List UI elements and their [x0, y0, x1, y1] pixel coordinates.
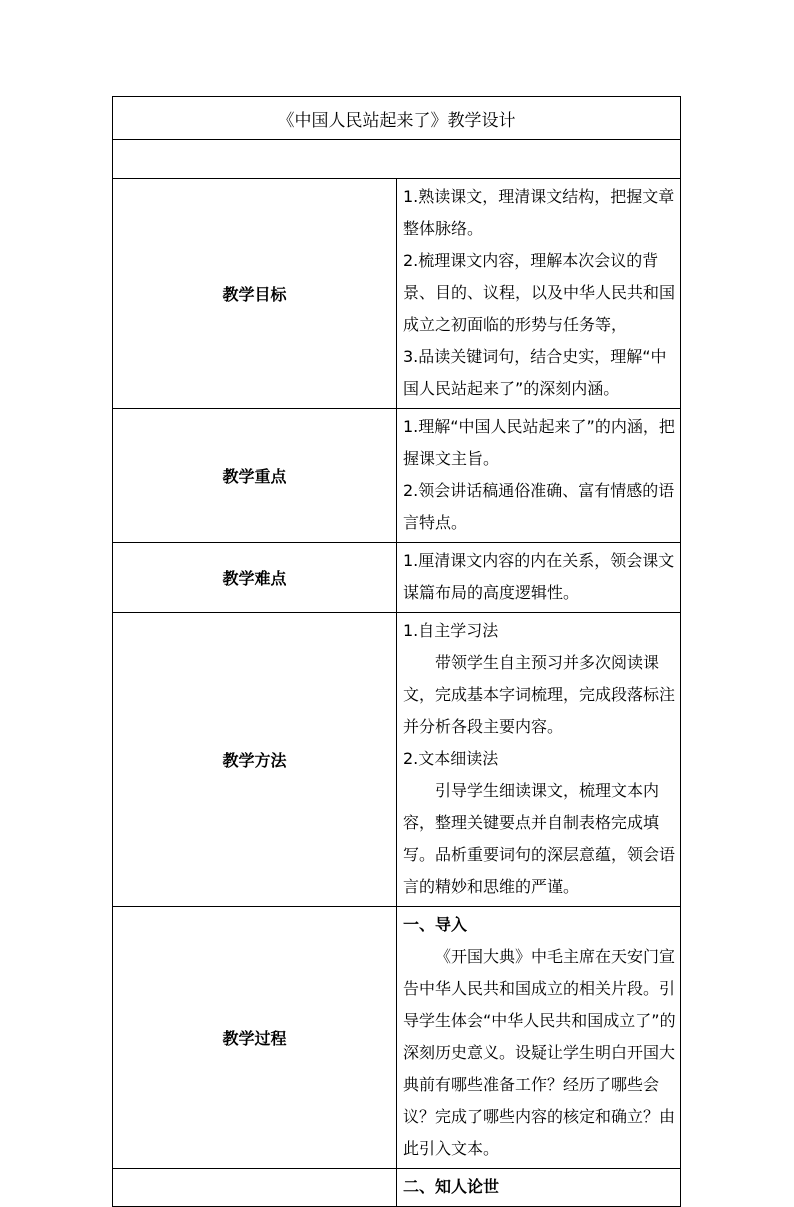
key-point-item-1: 1.理解“中国人民站起来了”的内涵，把握课文主旨。 [403, 417, 675, 468]
blank-cell [113, 140, 681, 179]
methods-content [397, 613, 681, 907]
lesson-plan-table [112, 96, 681, 1207]
method-1-text: 带领学生自主预习并多次阅读课文，完成基本字词梳理，完成段落标注并分析各段主要内容。 [403, 653, 676, 736]
document-title: 《中国人民站起来了》教学设计 [113, 97, 681, 140]
process-section-2-title: 二、知人论世 [403, 1177, 500, 1196]
methods-label: 教学方法 [113, 613, 397, 907]
difficulties-content [397, 543, 681, 613]
process-section-1-title: 一、导入 [403, 915, 468, 934]
process-content-2 [397, 1169, 681, 1207]
goal-item-3: 3.品读关键词句，结合史实，理解“中国人民站起来了”的深刻内涵。 [403, 347, 667, 398]
difficulty-item-1: 1.厘清课文内容的内在关系，领会课文谋篇布局的高度逻辑性。 [403, 551, 675, 602]
method-1-title: 1.自主学习法 [403, 621, 499, 640]
goals-content [397, 179, 681, 409]
key-points-row [113, 409, 681, 543]
process-section-1-text: 《开国大典》中毛主席在天安门宣告中华人民共和国成立的相关片段。引导学生体会“中华人民共和国成立了”的深刻历史意义。设疑让学生明白开国大典前有哪些准备工作？经历了哪些会议？完成了哪些内容的核定和确立？由此引入文本。 [403, 947, 676, 1158]
key-point-item-2: 2.领会讲话稿通俗准确、富有情感的语言特点。 [403, 481, 675, 532]
goals-label: 教学目标 [113, 179, 397, 409]
difficulties-row [113, 543, 681, 613]
process-content [397, 907, 681, 1169]
process-row-2 [113, 1169, 681, 1207]
methods-row [113, 613, 681, 907]
difficulties-label: 教学难点 [113, 543, 397, 613]
blank-row [113, 140, 681, 179]
process-row [113, 907, 681, 1169]
method-2-text: 引导学生细读课文，梳理文本内容，整理关键要点并自制表格完成填写。品析重要词句的深层意蕴，领会语言的精妙和思维的严谨。 [403, 781, 676, 896]
process-label: 教学过程 [113, 907, 397, 1169]
key-points-label: 教学重点 [113, 409, 397, 543]
method-2-title: 2.文本细读法 [403, 749, 499, 768]
process-label-empty [113, 1169, 397, 1207]
goal-item-2: 2.梳理课文内容，理解本次会议的背景、目的、议程，以及中华人民共和国成立之初面临的形势与任务等， [403, 251, 676, 334]
key-points-content [397, 409, 681, 543]
goal-item-1: 1.熟读课文，理清课文结构，把握文章整体脉络。 [403, 187, 675, 238]
title-row [113, 97, 681, 140]
goals-row [113, 179, 681, 409]
